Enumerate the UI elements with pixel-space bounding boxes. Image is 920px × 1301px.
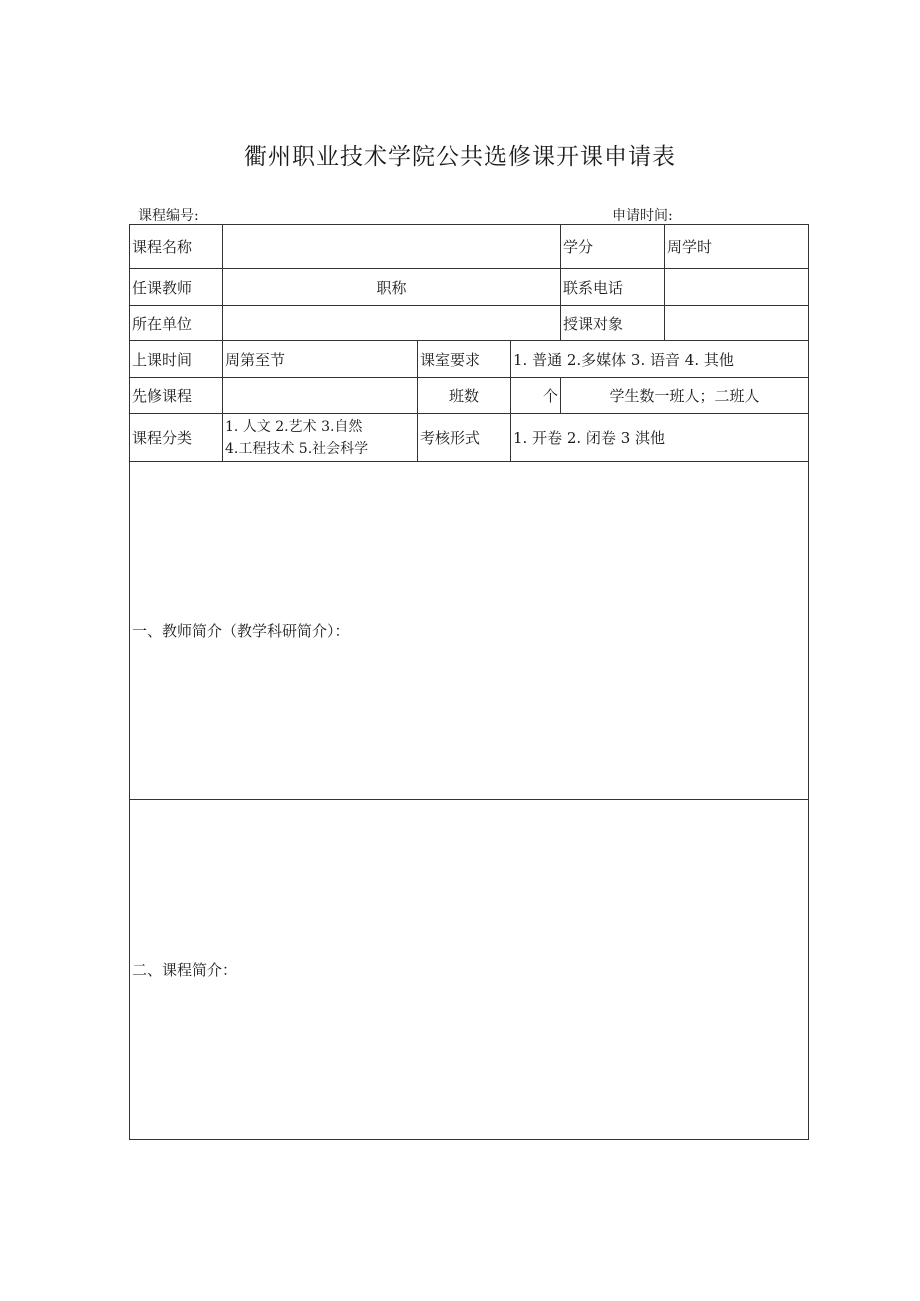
title-label: 职称	[376, 278, 407, 297]
class-time-label: 上课时间	[130, 341, 223, 378]
teacher-label: 任课教师	[130, 269, 223, 306]
audience-field[interactable]	[665, 306, 809, 341]
exam-label: 考核形式	[418, 414, 511, 462]
unit-field[interactable]	[223, 306, 561, 341]
page-title: 衢州职业技术学院公共选修课开课申请表	[244, 144, 676, 170]
classroom-options[interactable]: 1. 普通 2.多媒体 3. 语音 4. 其他	[511, 341, 809, 378]
row-category	[130, 414, 809, 462]
course-name-field[interactable]	[223, 225, 561, 269]
row-teacher	[130, 269, 809, 306]
class-count-unit[interactable]: 个	[511, 378, 561, 414]
course-intro-section[interactable]	[130, 800, 809, 1140]
application-form-table	[129, 224, 809, 1140]
course-name-label: 课程名称	[130, 225, 223, 269]
category-options[interactable]	[223, 414, 418, 462]
row-course-intro	[130, 800, 809, 1140]
category-line-2: 4.工程技术 5.社会科学	[225, 440, 369, 457]
class-time-value[interactable]: 周第至节	[223, 341, 418, 378]
exam-options[interactable]: 1. 开卷 2. 闭卷 3 淇他	[511, 414, 809, 462]
unit-label: 所在单位	[130, 306, 223, 341]
category-label: 课程分类	[130, 414, 223, 462]
row-teacher-intro	[130, 462, 809, 800]
phone-label: 联系电话	[561, 269, 665, 306]
section2-title: 二、课程简介：	[132, 961, 238, 979]
row-prereq	[130, 378, 809, 414]
credit-label: 学分	[561, 225, 665, 269]
classroom-label: 课室要求	[418, 341, 511, 378]
course-code-label: 课程编号:	[138, 208, 199, 224]
section1-title: 一、教师简介（教学科研简介）：	[132, 622, 350, 640]
category-line-1: 1. 人文 2.艺术 3.自然	[225, 418, 363, 435]
prereq-field[interactable]	[223, 378, 418, 414]
prereq-label: 先修课程	[130, 378, 223, 414]
phone-field[interactable]	[665, 269, 809, 306]
row-unit	[130, 306, 809, 341]
class-count-label: 班数	[418, 378, 511, 414]
audience-label: 授课对象	[561, 306, 665, 341]
teacher-intro-section[interactable]	[130, 462, 809, 800]
teacher-title-cell[interactable]	[223, 269, 561, 306]
apply-time-label: 申请时间:	[612, 208, 673, 224]
weekly-hours-label: 周学时	[665, 225, 809, 269]
student-count-text[interactable]: 学生数一班人；二班人	[561, 378, 809, 414]
row-class-time	[130, 341, 809, 378]
row-course-name	[130, 225, 809, 269]
